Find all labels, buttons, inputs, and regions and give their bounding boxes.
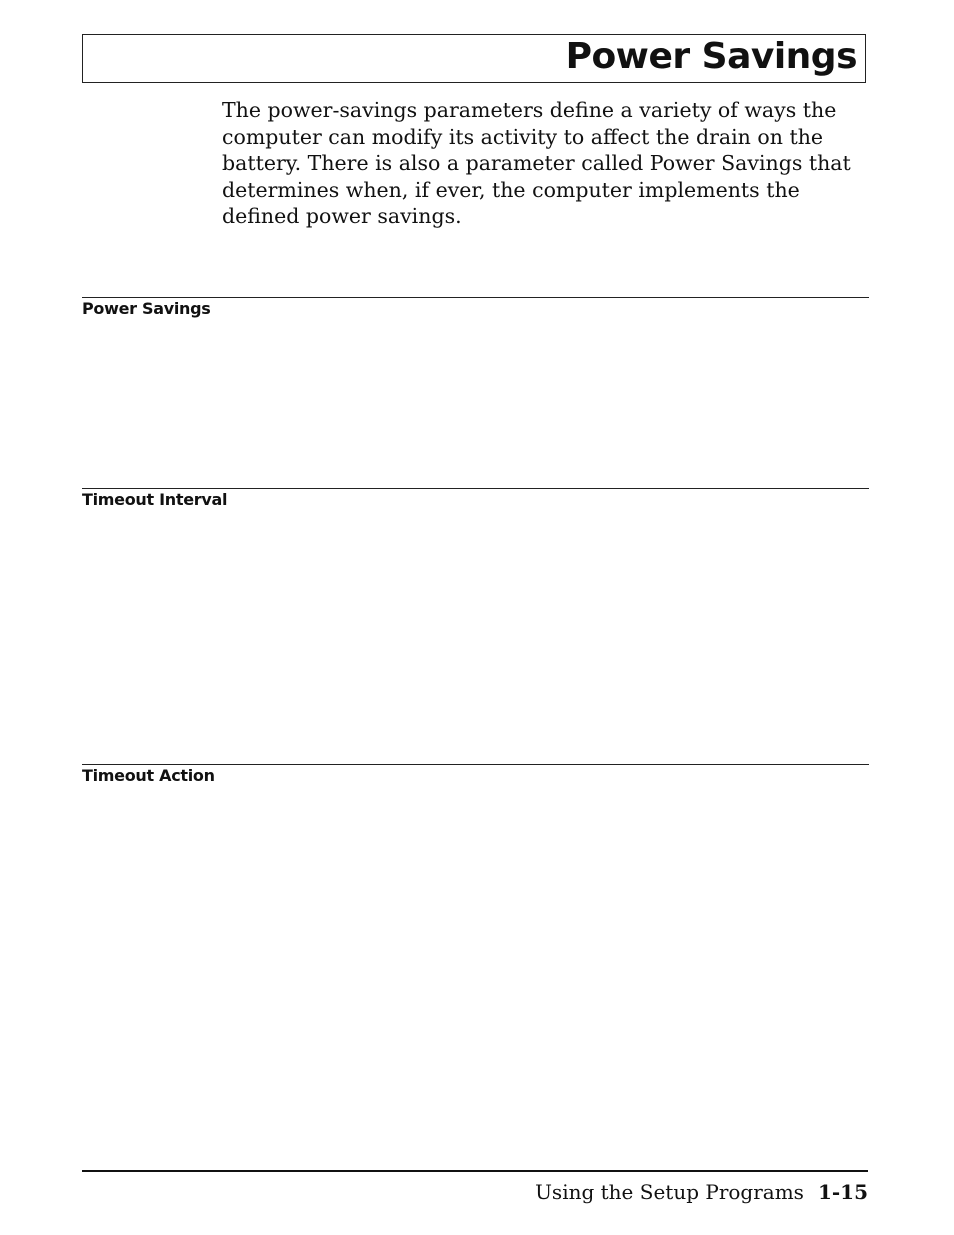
footer-chapter-title: Using the Setup Programs (535, 1180, 804, 1204)
section-timeout-interval (82, 488, 869, 510)
footer-page-number: 1-15 (817, 1180, 868, 1204)
page-title-box (82, 34, 866, 83)
section-heading-power-savings: Power Savings (82, 299, 211, 318)
section-timeout-action (82, 764, 869, 786)
page-footer (535, 1178, 868, 1206)
footer-divider (82, 1170, 868, 1172)
page-title: Power Savings (565, 36, 857, 77)
section-power-savings (82, 297, 869, 319)
section-heading-timeout-action: Timeout Action (82, 766, 215, 785)
intro-paragraph: The power-savings parameters define a variety of ways the computer can modify its activity to affect the drain on the battery. There is also a parameter called Power Savings that determines when, if ever, the computer implements the defined power savings. (222, 98, 851, 228)
section-heading-timeout-interval: Timeout Interval (82, 490, 228, 509)
